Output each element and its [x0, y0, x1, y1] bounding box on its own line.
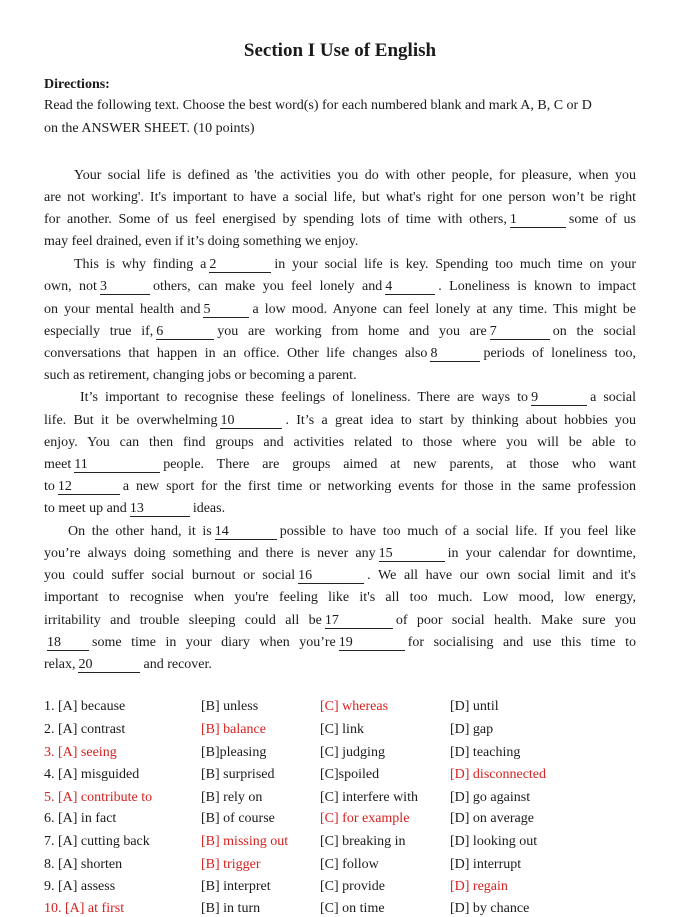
passage-line: [44, 566, 636, 586]
passage-text: a low mood. Anyone can feel lonely at any time. This might be: [252, 302, 636, 317]
section-title: Section I Use of English: [243, 40, 437, 61]
option-9-b: [B] interpret: [201, 879, 271, 894]
blank-16: 16: [298, 568, 364, 584]
option-1-a: 1. [A] because: [44, 699, 126, 714]
option-1-c-correct: [C] whereas: [320, 699, 389, 714]
option-5-a-correct: 5. [A] contribute to: [44, 790, 153, 805]
option-4-b: [B] surprised: [201, 767, 275, 782]
option-8-b-correct: [B] trigger: [201, 857, 261, 872]
passage-line: [44, 544, 636, 564]
passage-line: [44, 477, 636, 497]
passage-text: life. But it be overwhelming: [44, 413, 218, 428]
passage-line: [44, 300, 636, 320]
blank-17: 17: [325, 613, 393, 629]
passage-text: you are working from home and you are: [217, 324, 487, 339]
passage-text: may feel drained, even if it’s doing something we enjoy.: [44, 234, 359, 249]
blank-8: 8: [430, 346, 480, 362]
blank-7: 7: [490, 324, 550, 340]
option-10-a-correct: 10. [A] at first: [44, 901, 125, 916]
directions-text-line-1: Read the following text. Choose the best word(s) for each numbered blank and mark A, B, C or D: [44, 98, 592, 113]
option-10-b: [B] in turn: [201, 901, 261, 916]
option-4-a: 4. [A] misguided: [44, 767, 140, 782]
passage-text: on the social: [552, 324, 637, 339]
option-4-c: [C]spoiled: [320, 767, 380, 782]
blank-3: 3: [100, 279, 150, 295]
blank-10: 10: [220, 413, 282, 429]
blank-13: 13: [130, 501, 190, 517]
option-9-d-correct: [D] regain: [450, 879, 508, 894]
passage-text: enjoy. You can then find groups and activities related to those where you will be able to: [44, 435, 636, 450]
blank-12: 12: [58, 479, 120, 495]
passage-text: On the other hand, it is: [68, 524, 212, 539]
passage-line: [44, 655, 636, 675]
passage-line: [44, 255, 636, 275]
passage-text: for socialising and use this time to: [407, 635, 636, 650]
passage-text: irritability and trouble sleeping could all be: [44, 613, 322, 628]
option-7-c: [C] breaking in: [320, 834, 406, 849]
option-9-c: [C] provide: [320, 879, 385, 894]
passage-text: people. There are groups aimed at new parents, at those who want: [163, 457, 636, 472]
passage-line: [44, 188, 636, 208]
blank-4: 4: [385, 279, 435, 295]
directions-text-line-2: on the ANSWER SHEET. (10 points): [44, 121, 255, 136]
passage-text: relax,: [44, 657, 76, 672]
passage-text: ideas.: [192, 501, 226, 516]
passage-text: This is why finding a: [74, 257, 207, 272]
passage-text: in your social life is key. Spending too much time on your: [274, 257, 636, 272]
blank-6: 6: [156, 324, 214, 340]
passage-line: [44, 322, 636, 342]
blank-19: 19: [339, 635, 405, 651]
passage-line: [44, 277, 636, 297]
option-3-b: [B]pleasing: [201, 745, 267, 760]
option-6-d: [D] on average: [450, 811, 534, 826]
passage-text: some of us: [568, 212, 637, 227]
passage-line: [44, 210, 636, 230]
passage-text: for another. Some of us feel energised by spending lots of time with others,: [44, 212, 507, 227]
option-6-a: 6. [A] in fact: [44, 811, 117, 826]
blank-5: 5: [203, 302, 249, 318]
passage-text: to meet up and: [44, 501, 127, 516]
option-3-a-correct: 3. [A] seeing: [44, 745, 117, 760]
blank-20: 20: [78, 657, 140, 673]
option-9-a: 9. [A] assess: [44, 879, 116, 894]
option-1-b: [B] unless: [201, 699, 259, 714]
passage-line: [44, 522, 636, 542]
passage-text: Your social life is defined as 'the activities you do with other people, for pleasure, when you: [74, 168, 636, 183]
passage-text: a social: [590, 390, 637, 405]
option-4-d-correct: [D] disconnected: [450, 767, 547, 782]
blank-15: 15: [379, 546, 445, 562]
passage-text: and recover.: [143, 657, 212, 672]
option-2-d: [D] gap: [450, 722, 494, 737]
passage-text: are not working'. It's important to have a social life, but what's right for one person won’t be right: [44, 190, 636, 205]
passage-text: in your calendar for downtime,: [447, 546, 636, 561]
passage-line: [44, 232, 636, 252]
passage-text: such as retirement, changing jobs or becoming a parent.: [44, 368, 357, 383]
passage-line: [44, 433, 636, 453]
passage-text: of poor social health. Make sure you: [395, 613, 636, 628]
passage-text: meet: [44, 457, 72, 472]
option-6-c-correct: [C] for example: [320, 811, 410, 826]
passage-line: [44, 633, 636, 653]
passage-text: conversations that happen in an office. Other life changes also: [44, 346, 428, 361]
option-8-a: 8. [A] shorten: [44, 857, 123, 872]
passage-text: own, not: [44, 279, 97, 294]
passage-text: some time in your diary when you’re: [92, 635, 336, 650]
option-5-d: [D] go against: [450, 790, 531, 805]
passage-line: [44, 499, 636, 519]
passage-text: to: [44, 479, 55, 494]
option-1-d: [D] until: [450, 699, 499, 714]
passage-text: a new sport for the first time or networking events for those in the same profession: [122, 479, 636, 494]
passage-line: [44, 344, 636, 364]
option-2-a: 2. [A] contrast: [44, 722, 126, 737]
blank-11: 11: [74, 457, 160, 473]
blank-9: 9: [531, 390, 587, 406]
passage-line: [44, 411, 636, 431]
passage-text: periods of loneliness too,: [483, 346, 636, 361]
passage-text: It’s important to recognise these feelings of loneliness. There are ways to: [80, 390, 529, 405]
passage-text: others, can make you feel lonely and: [152, 279, 383, 294]
blank-2: 2: [209, 257, 271, 273]
option-7-b-correct: [B] missing out: [201, 834, 289, 849]
passage-text: you’re always doing something and there is never any: [44, 546, 376, 561]
passage-text: on your mental health and: [44, 302, 201, 317]
option-8-d: [D] interrupt: [450, 857, 522, 872]
option-7-d: [D] looking out: [450, 834, 538, 849]
passage-text: possible to have too much of a social life. If you feel like: [279, 524, 637, 539]
passage-line: [44, 611, 636, 631]
passage-line: [44, 366, 636, 386]
passage-line: [44, 455, 636, 475]
passage-text: you could suffer social burnout or social: [44, 568, 296, 583]
option-5-b: [B] rely on: [201, 790, 263, 805]
blank-14: 14: [215, 524, 277, 540]
blank-1: 1: [510, 212, 566, 228]
option-8-c: [C] follow: [320, 857, 379, 872]
option-2-b-correct: [B] balance: [201, 722, 266, 737]
option-7-a: 7. [A] cutting back: [44, 834, 150, 849]
blank-18: 18: [47, 635, 89, 651]
passage-text: . We all have our own social limit and it's: [367, 568, 636, 583]
passage-text: . Loneliness is known to impact: [438, 279, 636, 294]
passage-text: . It’s a great idea to start by thinking about hobbies you: [285, 413, 637, 428]
option-10-c: [C] on time: [320, 901, 385, 916]
passage-line: [44, 588, 636, 608]
option-3-d: [D] teaching: [450, 745, 521, 760]
passage-text: important to recognise when you're feeling like it's all too much. Low mood, low energy,: [44, 590, 636, 605]
passage-text: especially true if,: [44, 324, 154, 339]
directions-heading: Directions:: [44, 77, 110, 92]
option-6-b: [B] of course: [201, 811, 275, 826]
option-10-d: [D] by chance: [450, 901, 530, 916]
option-2-c: [C] link: [320, 722, 364, 737]
option-5-c: [C] interfere with: [320, 790, 418, 805]
option-3-c: [C] judging: [320, 745, 385, 760]
passage-line: [44, 388, 636, 408]
passage-line: [44, 166, 636, 186]
